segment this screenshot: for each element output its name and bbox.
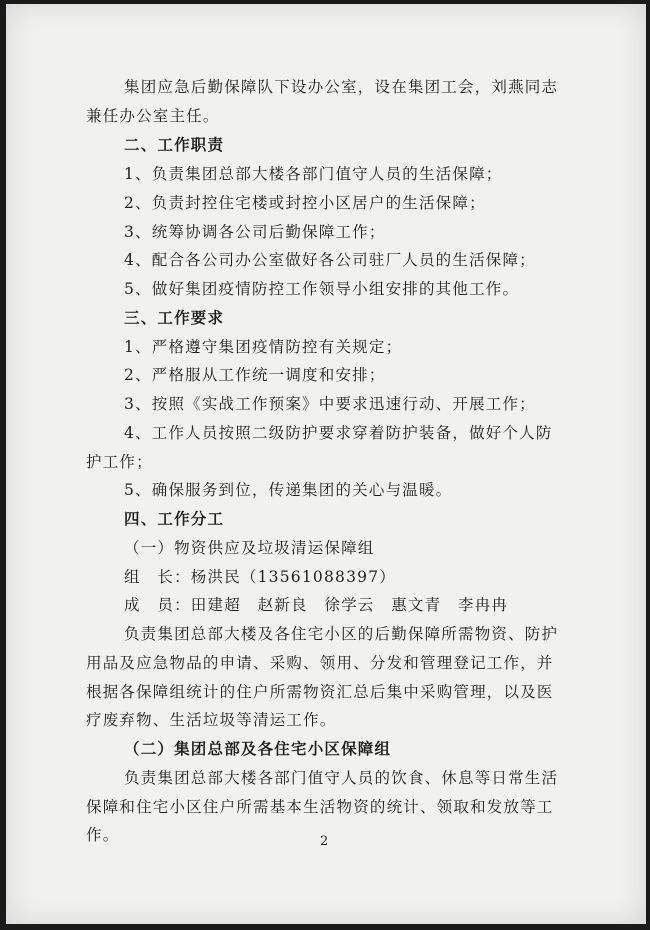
text-line: 护工作； [86,453,153,471]
text-line: 3、按照《实战工作预案》中要求迅速行动、开展工作； [124,395,536,413]
section-heading: 三、工作要求 [124,308,225,327]
text-line: 4、配合各公司办公室做好各公司驻厂人员的生活保障； [124,251,536,269]
text-line: 1、负责集团总部大楼各部门值守人员的生活保障； [124,165,503,183]
text-line: 疗废弃物、生活垃圾等清运工作。 [86,711,337,729]
subsection-heading: （二）集团总部及各住宅小区保障组 [124,739,392,758]
text-line: 兼任办公室主任。 [86,107,220,125]
text-line: 成 员：田建超 赵新良 徐学云 惠文青 李冉冉 [124,596,509,614]
text-line: 2、负责封控住宅楼或封控小区居户的生活保障； [124,194,486,212]
page-number: 2 [320,834,329,849]
section-heading: 四、工作分工 [124,509,225,528]
text-line: 5、确保服务到位，传递集团的关心与温暖。 [124,481,453,499]
text-line: 组 长：杨洪民（13561088397） [124,568,396,586]
text-line: 4、工作人员按照二级防护要求穿着防护装备，做好个人防 [124,424,553,442]
text-line: 用品及应急物品的申请、采购、领用、分发和管理登记工作，并 [86,654,554,672]
text-line: 2、严格服从工作统一调度和安排； [124,366,386,384]
text-line: 5、做好集团疫情防控工作领导小组安排的其他工作。 [124,280,520,298]
text-line: 根据各保障组统计的住户所需物资汇总后集中采购管理，以及医 [86,683,554,701]
text-line: 3、统筹协调各公司后勤保障工作； [124,223,386,241]
text-line: 负责集团总部大楼及各住宅小区的后勤保障所需物资、防护 [124,625,559,643]
document-page [6,4,646,924]
text-line: 作。 [86,826,120,844]
subsection-heading: （一）物资供应及垃圾清运保障组 [124,539,375,557]
text-line: 集团应急后勤保障队下设办公室，设在集团工会，刘燕同志 [124,78,559,96]
text-line: 1、严格遵守集团疫情防控有关规定； [124,338,403,356]
text-line: 保障和住宅小区住户所需基本生活物资的统计、领取和发放等工 [86,798,554,816]
text-line: 负责集团总部大楼各部门值守人员的饮食、休息等日常生活 [124,769,559,787]
section-heading: 二、工作职责 [124,135,225,154]
